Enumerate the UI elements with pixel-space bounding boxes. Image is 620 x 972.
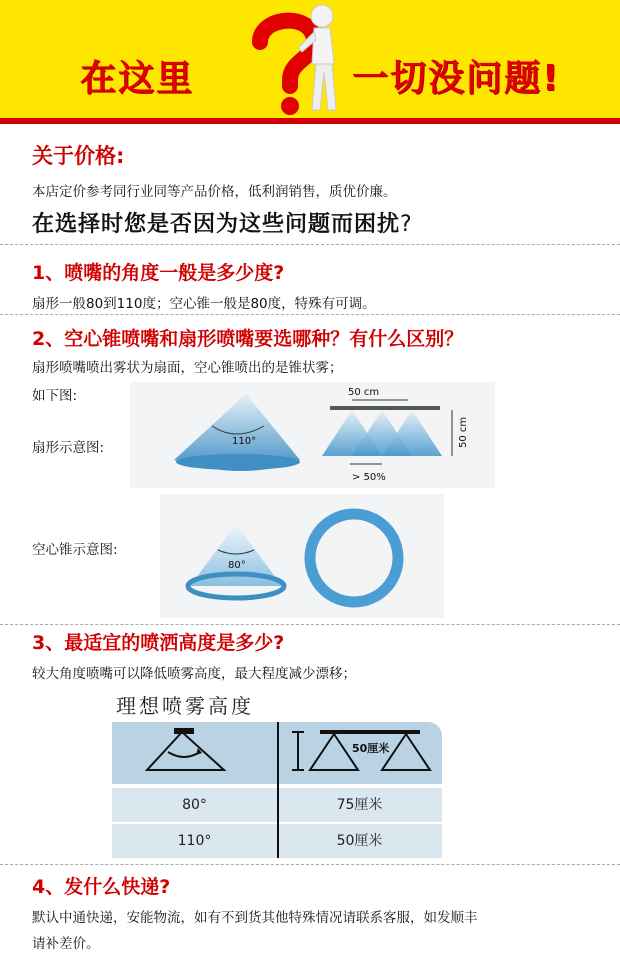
q4-text-line2: 请补差价。 <box>32 936 100 952</box>
height-label: 50 cm <box>458 416 469 448</box>
price-title: 关于价格: <box>32 144 125 168</box>
table-column-divider <box>277 722 279 858</box>
divider <box>0 624 620 625</box>
table-cell-height: 50厘米 <box>336 833 383 849</box>
divider <box>0 864 620 865</box>
overlap-label: > 50% <box>352 472 386 483</box>
divider <box>0 244 620 245</box>
header-banner <box>0 0 620 118</box>
q1-text: 扇形一般80到110度；空心锥一般是80度，特殊有可调。 <box>32 296 376 312</box>
fan-diagram-label: 扇形示意图: <box>32 440 105 456</box>
banner-right-text: 一切没问题! <box>352 58 561 99</box>
q4-title: 4、发什么快递? <box>32 876 171 898</box>
q4-text-line1: 默认中通快递，安能物流，如有不到货其他特殊情况请联系客服，如发顺丰 <box>32 910 478 926</box>
banner-left-text: 在这里 <box>80 58 195 99</box>
cone-angle-label: 80° <box>228 560 246 571</box>
cone-diagram-graphic <box>160 494 444 618</box>
question-headline <box>32 207 413 238</box>
q2-below-label: 如下图: <box>32 388 78 404</box>
fan-diagram-graphic <box>130 382 495 488</box>
fan-diagram <box>130 382 495 488</box>
table-header-height-label: 50厘米 <box>352 742 390 755</box>
table-title: 理想喷雾高度 <box>116 694 254 718</box>
q1-title: 1、喷嘴的角度一般是多少度? <box>32 262 285 284</box>
question-headline-mark: ? <box>400 212 413 237</box>
spacing-label: 50 cm <box>348 387 380 398</box>
q2-text: 扇形喷嘴喷出雾状为扇面，空心锥喷出的是锥状雾； <box>32 360 343 376</box>
cone-diagram-label: 空心锥示意图: <box>32 542 118 558</box>
banner-divider <box>0 118 620 124</box>
table-cell-angle: 110° <box>177 833 212 849</box>
table-cell-height: 75厘米 <box>336 797 383 813</box>
question-mark-mascot-icon <box>232 2 352 118</box>
cone-diagram <box>160 494 444 618</box>
divider <box>0 314 620 315</box>
price-text: 本店定价参考同行业同等产品价格，低利润销售，质优价廉。 <box>32 184 397 200</box>
question-headline-text: 在选择时您是否因为这些问题而困扰 <box>32 212 401 237</box>
q3-text: 较大角度喷嘴可以降低喷雾高度，最大程度减少漂移； <box>32 666 356 682</box>
fan-angle-label: 110° <box>232 436 257 447</box>
q2-title: 2、空心锥喷嘴和扇形喷嘴要选哪种？有什么区别？ <box>32 328 464 350</box>
q3-title: 3、最适宜的喷洒高度是多少? <box>32 632 285 654</box>
table-cell-angle: 80° <box>182 797 207 813</box>
